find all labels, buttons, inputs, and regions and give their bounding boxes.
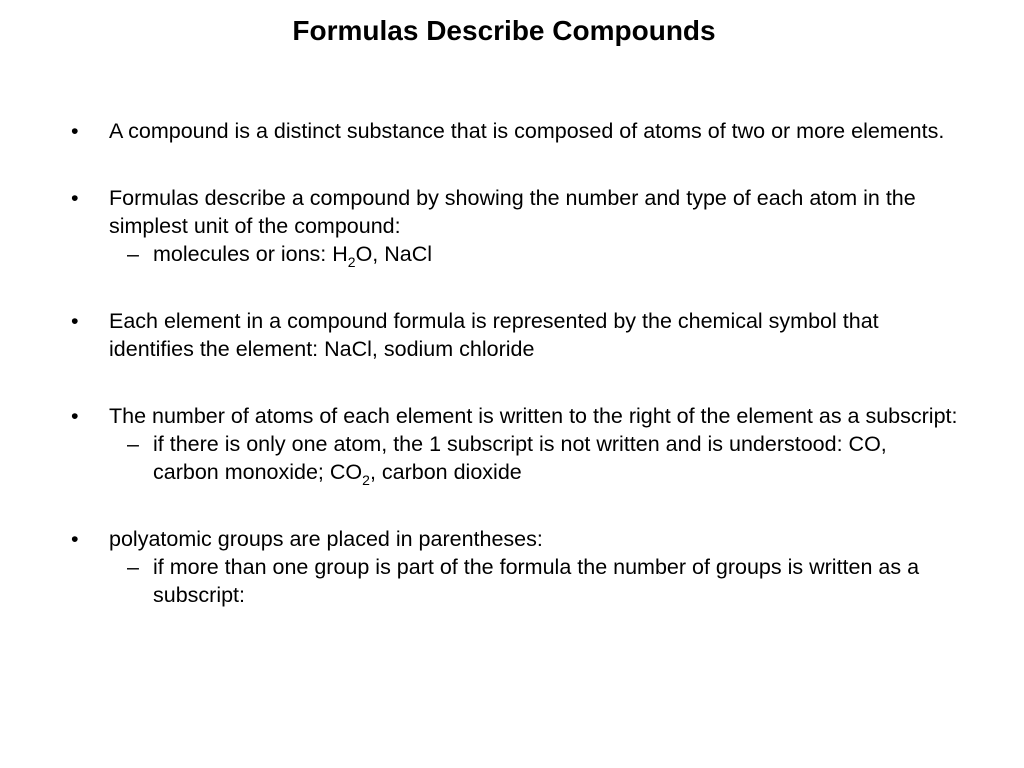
bullet-text: A compound is a distinct substance that is composed of atoms of two or more elements. (109, 119, 945, 143)
sub-bullet-text: if more than one group is part of the formula the number of groups is written as a subscript: (153, 555, 920, 607)
sub-bullet-text (153, 242, 433, 271)
bullet-text: The number of atoms of each element is written to the right of the element as a subscript: (109, 404, 958, 428)
bullet-marker: • (71, 404, 79, 428)
sub-bullet-marker: – (127, 432, 139, 456)
sub-bullet-marker: – (127, 555, 139, 579)
spacer (0, 486, 1024, 525)
formula-text: if there is only one atom, the 1 subscript is not written and is understood: CO, carbon monoxide; CO (153, 432, 887, 484)
sub-bullet-marker: – (127, 242, 139, 266)
formula-text: molecules or ions: H (153, 242, 348, 266)
spacer (0, 145, 1024, 184)
bullet-marker: • (71, 527, 79, 551)
bullet-marker: • (71, 119, 79, 143)
bullet-item (0, 117, 1024, 145)
sub-bullet-item (0, 553, 1024, 609)
sub-bullet-item (0, 240, 1024, 271)
bullet-item (0, 402, 1024, 430)
bullet-item (0, 184, 1024, 240)
sub-bullet-text (153, 432, 887, 489)
bullet-item (0, 307, 1024, 363)
formula-subscript: 2 (362, 472, 370, 489)
slide-body (0, 117, 1024, 609)
formula-text: , carbon dioxide (369, 460, 522, 484)
slide-title: Formulas Describe Compounds (292, 15, 716, 46)
bullet-item (0, 525, 1024, 553)
spacer (0, 268, 1024, 307)
bullet-text: polyatomic groups are placed in parentheses: (109, 527, 543, 551)
sub-bullet-item (0, 430, 1024, 489)
formula-text: O, NaCl (355, 242, 433, 266)
bullet-marker: • (71, 309, 79, 333)
bullet-text: Formulas describe a compound by showing the number and type of each atom in the simplest unit of the compound: (109, 186, 916, 238)
bullet-marker: • (71, 186, 79, 210)
bullet-text: Each element in a compound formula is represented by the chemical symbol that identifies the element: NaCl, sodium chloride (109, 309, 879, 361)
spacer (0, 363, 1024, 402)
formula-subscript: 2 (347, 254, 356, 271)
